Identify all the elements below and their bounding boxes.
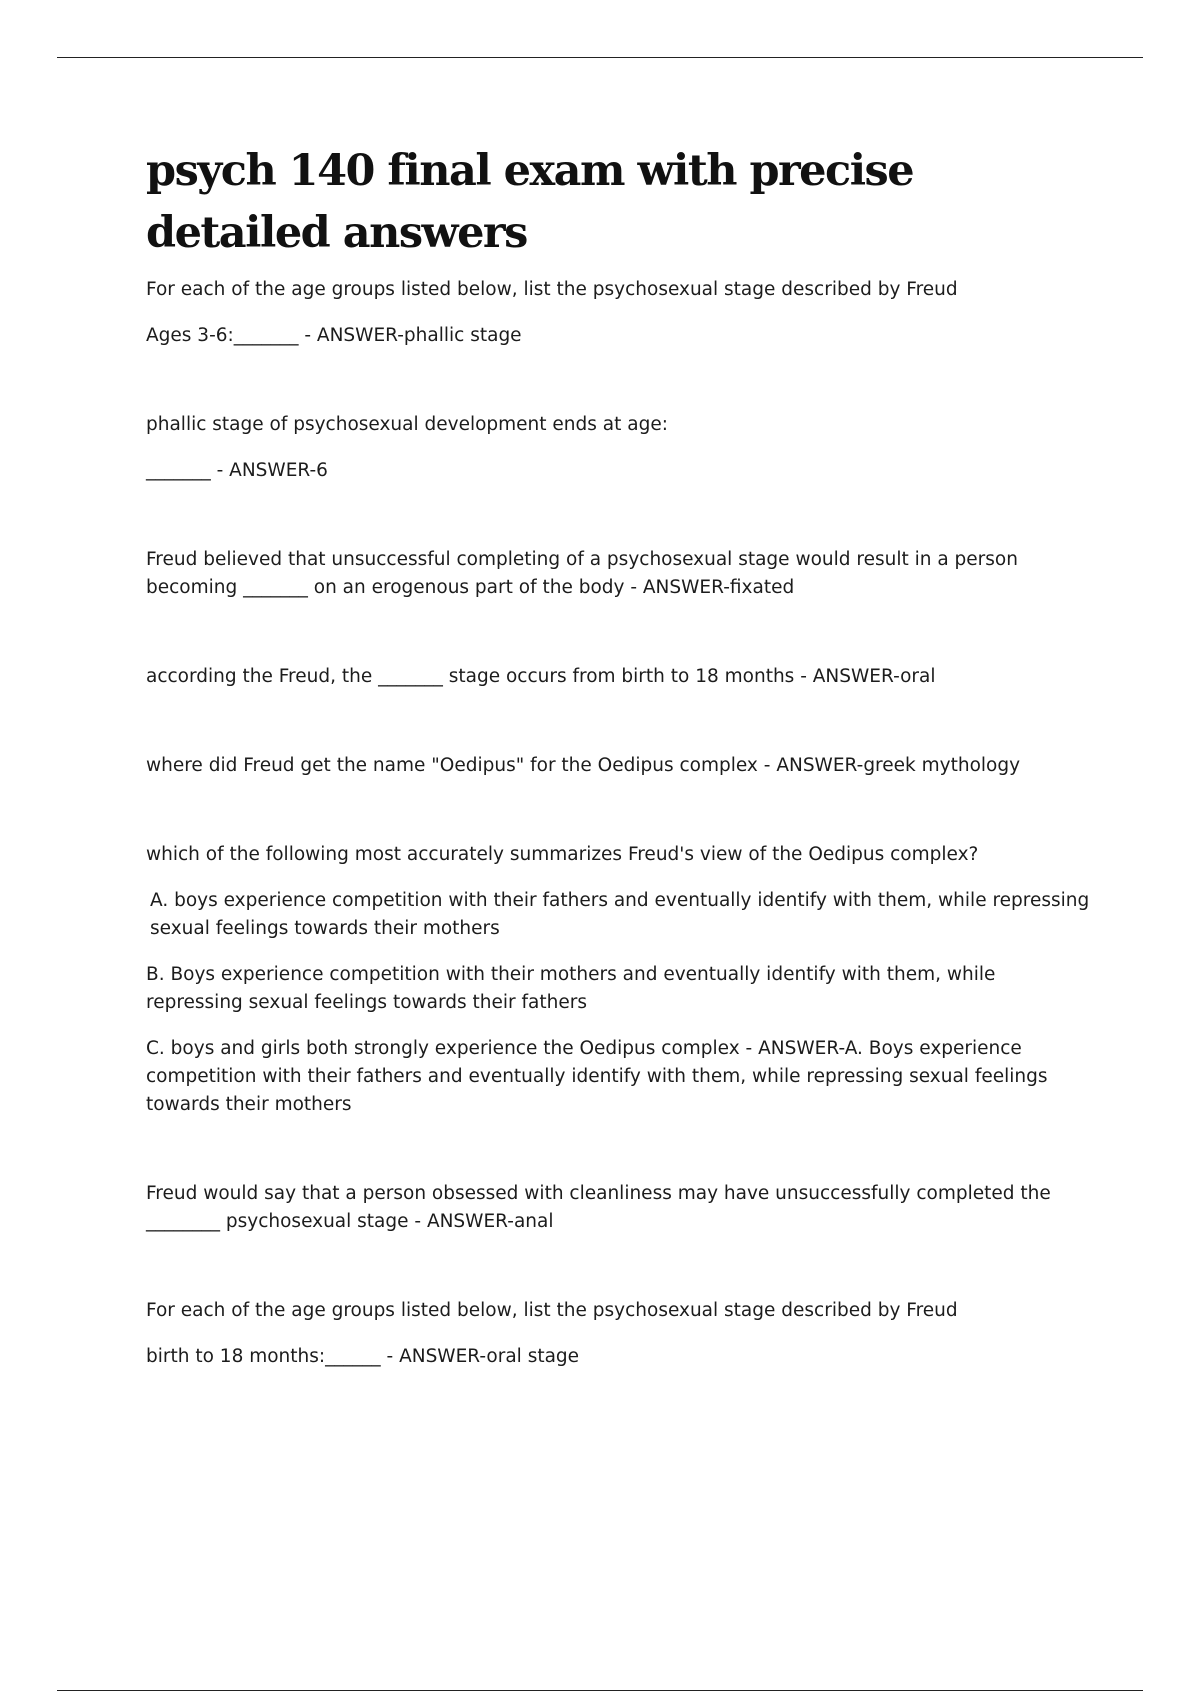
answer-text: _______ - ANSWER-6 <box>146 460 328 481</box>
question-answer-text: where did Freud get the name "Oedipus" for the Oedipus complex - ANSWER-greek mythology <box>146 755 1021 776</box>
qa-item <box>146 1297 1096 1371</box>
option-b: B. Boys experience competition with their mothers and eventually identify with them, while repressing sexual feelings towards their fathers <box>146 964 996 1013</box>
question-text: which of the following most accurately summarizes Freud's view of the Oedipus complex? <box>146 844 979 865</box>
qa-item <box>146 546 1096 602</box>
question-text: For each of the age groups listed below, list the psychosexual stage described by Freud <box>146 279 958 300</box>
document-body <box>146 140 1096 1432</box>
qa-item <box>146 752 1096 780</box>
question-text: phallic stage of psychosexual development ends at age: <box>146 414 668 435</box>
top-rule <box>57 57 1143 58</box>
qa-item <box>146 276 1096 350</box>
option-a: A. boys experience competition with their fathers and eventually identify with them, while repressing sexual feelings towards their mothers <box>150 890 1090 939</box>
answer-text: birth to 18 months:______ - ANSWER-oral stage <box>146 1346 580 1367</box>
option-c-answer: C. boys and girls both strongly experience the Oedipus complex - ANSWER-A. Boys experience competition with their fathers and eventually identify with them, while repressing sexual feelings towards their mothers <box>146 1038 1048 1115</box>
question-answer-text: Freud believed that unsuccessful completing of a psychosexual stage would result in a person becoming _______ on an erogenous part of the body - ANSWER-fixated <box>146 549 1018 598</box>
qa-item <box>146 841 1096 1119</box>
qa-item <box>146 411 1096 485</box>
question-text: For each of the age groups listed below, list the psychosexual stage described by Freud <box>146 1300 958 1321</box>
document-title: psych 140 final exam with precise detailed answers <box>146 146 914 258</box>
question-answer-text: Freud would say that a person obsessed with cleanliness may have unsuccessfully completed the ________ psychosexual stage - ANSWER-anal <box>146 1183 1051 1232</box>
bottom-rule <box>57 1690 1143 1691</box>
question-answer-text: according the Freud, the _______ stage occurs from birth to 18 months - ANSWER-oral <box>146 666 936 687</box>
qa-item <box>146 663 1096 691</box>
answer-text: Ages 3-6:_______ - ANSWER-phallic stage <box>146 325 522 346</box>
qa-item <box>146 1180 1096 1236</box>
